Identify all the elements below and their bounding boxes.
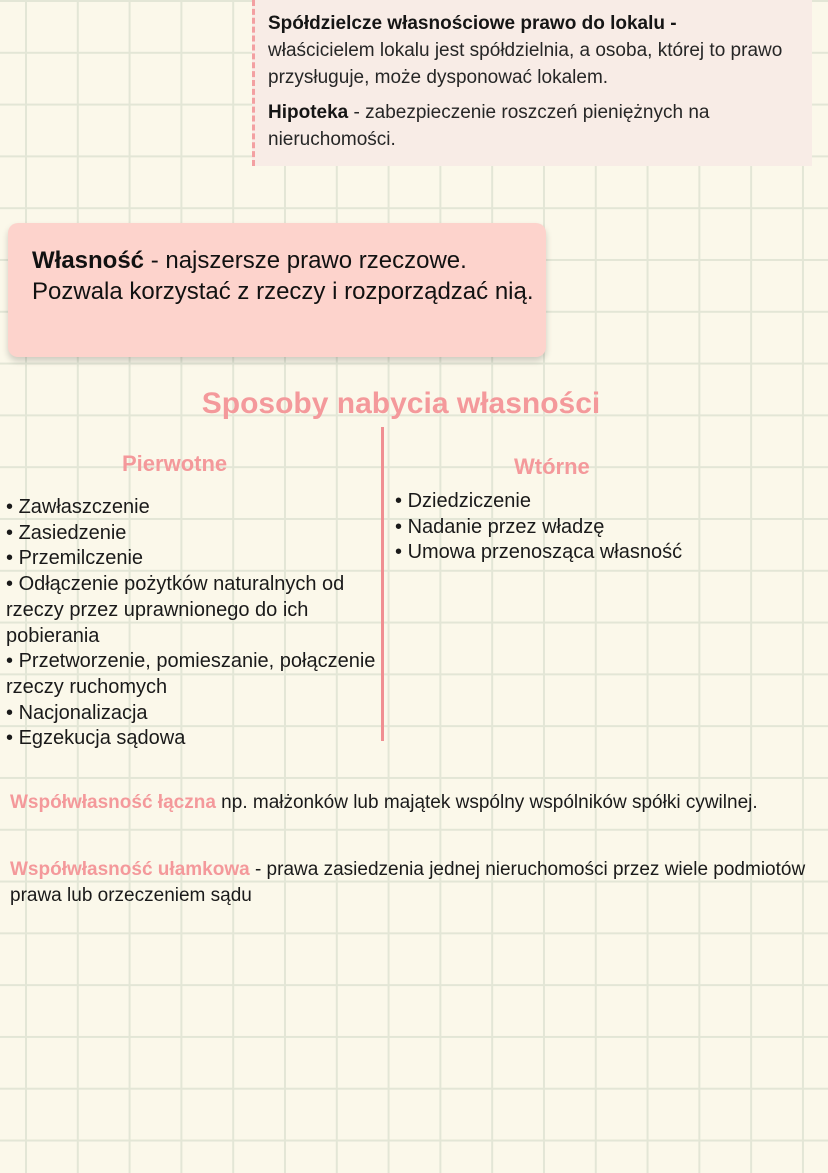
- ownership-text: - najszersze prawo rzeczowe. Pozwala korzystać z rzeczy i rozporządzać nią.: [32, 247, 534, 305]
- note-text: - prawa zasiedzenia jednej nieruchomości przez wiele podmiotów prawa lub orzeczeniem sądu: [10, 859, 806, 906]
- primary-methods-list: [6, 495, 378, 752]
- ownership-definition-card: [8, 223, 546, 357]
- section-title: [0, 387, 828, 421]
- definition-term: Hipoteka: [268, 102, 349, 123]
- definition-cooperative-right: [268, 10, 798, 91]
- list-item: • Zasiedzenie: [6, 521, 378, 547]
- definition-term: Spółdzielcze własnościowe prawo do lokalu -: [268, 13, 677, 34]
- list-item: • Dziedziczenie: [395, 489, 815, 515]
- note-joint-co-ownership: [10, 790, 810, 816]
- list-item: • Zawłaszczenie: [6, 495, 378, 521]
- definition-text: - zabezpieczenie roszczeń pieniężnych na nieruchomości.: [268, 102, 710, 150]
- list-item: • Nacjonalizacja: [6, 701, 378, 727]
- ownership-term: Własność: [32, 247, 145, 274]
- ownership-definition: [32, 245, 537, 307]
- list-item: • Przetworzenie, pomieszanie, połączenie rzeczy ruchomych: [6, 649, 378, 700]
- list-item: • Przemilczenie: [6, 546, 378, 572]
- note-text: np. małżonków lub majątek wspólny wspólników spółki cywilnej.: [215, 792, 758, 813]
- dashed-divider: [252, 0, 255, 166]
- section-title-text: Sposoby nabycia własności: [201, 387, 601, 420]
- list-item: • Nadanie przez władzę: [395, 515, 815, 541]
- note-term: Współwłasność łączna: [10, 792, 216, 813]
- list-item: • Odłączenie pożytków naturalnych od rzeczy przez uprawnionego do ich pobierania: [6, 572, 378, 649]
- definitions-box: [252, 0, 812, 166]
- column-divider: [381, 427, 384, 741]
- note-fractional-co-ownership: [10, 857, 810, 909]
- column-title-secondary: Wtórne: [514, 454, 590, 479]
- definition-mortgage: [268, 99, 798, 153]
- column-title-primary: Pierwotne: [122, 451, 228, 476]
- secondary-methods-list: [395, 489, 815, 566]
- note-term: Współwłasność ułamkowa: [10, 859, 250, 880]
- definition-text: właścicielem lokalu jest spółdzielnia, a osoba, której to prawo przysługuje, może dysponować lokalem.: [268, 40, 783, 88]
- list-item: • Egzekucja sądowa: [6, 726, 378, 752]
- list-item: • Umowa przenosząca własność: [395, 540, 815, 566]
